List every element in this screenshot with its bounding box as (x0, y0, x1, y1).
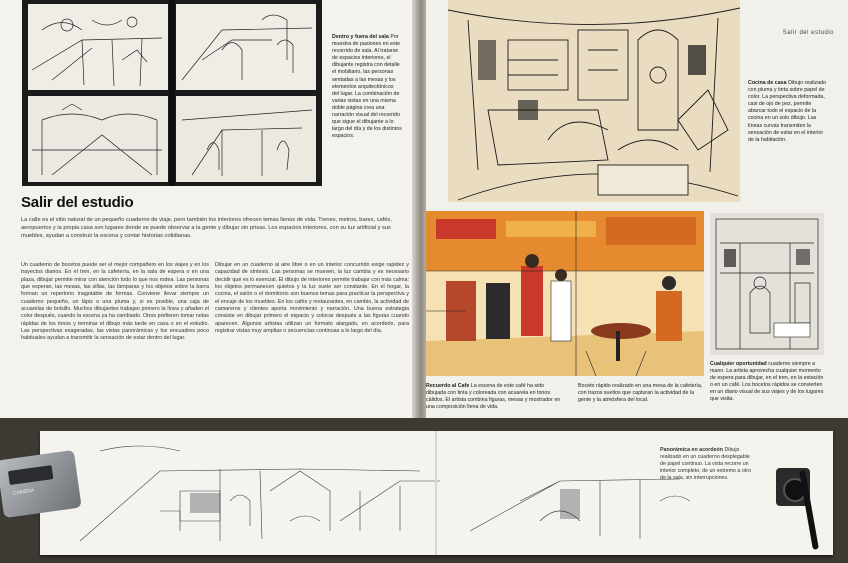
kitchen-sketch (448, 0, 740, 202)
caption-top (332, 34, 402, 140)
caption-kitchen-bold: Cocina de casa (748, 80, 787, 86)
caption-cafe-2 (578, 383, 706, 404)
body-column-1: Un cuaderno de bocetos puede ser el mejor compañero en los viajes y en los trayectos diarios. En el tren, en la cafetería, en la sala de espera o en una plaza, dibujar permite mirar con atención todo lo que nos rodea. Las personas que esperan, las mesas, las sillas, las lámparas y los objetos sobre la barra forman un repertorio inagotable de formas. Conviene llevar siempre un cuaderno pequeño, un lápiz o una pluma y, si es posible, una caja de acuarelas de bolsillo. Muchos dibujantes trabajan primero la línea y añaden el color después, cuando la escena ya ha cambiado. Otros prefieren tomar notas rápidas de los tonos y terminar el dibujo más tarde en casa o en el estudio. Las perspectivas exageradas, las vistas panorámicas y los encuadres poco habituales ayudan a transmitir la sensación de estar dentro del lugar. (21, 262, 209, 342)
body-column-2: Dibujar en un cuaderno al aire libre o en un interior concurrido exige rapidez y capacidad de síntesis. Las personas se mueven, la luz cambia y es necesario decidir qué es lo esencial. El dibujo de interiores permite trabajar con más calma: los objetos permanecen quietos y la luz suele ser constante. En el hogar, la cocina, el salón o el dormitorio son buenos temas para practicar la perspectiva y el encaje de los muebles. En los cafés y restaurantes, en cambio, la actividad de camareros y clientes aporta movimiento y narración. Una buena estrategia consiste en dibujar primero el espacio y colocar después a las figuras cuando aparecen. Algunos artistas utilizan un formato alargado, en acordeón, para registrar vistas muy amplias o secuencias continuas a lo largo del día. (215, 262, 409, 335)
caption-small-text: cuaderno siempre a mano. La artista aprovecha cualquier momento de espera para dibujar, en el tren, en la estación o en un café. Los bocetos rápidos se convierten en un diario visual de sus viajes y de los lugares que visita. (710, 361, 824, 403)
device-left (0, 450, 82, 518)
caption-small-bold: Cualquier oportunidad (710, 361, 767, 367)
left-page (0, 0, 418, 440)
interior-sketch-spread (22, 0, 322, 186)
caption-cafe-text: La escena de este café ha sido dibujada con tinta y coloreada con acuarela en tonos cálidos. El artista combina figuras, mesas y mostrador en una composición llena de vida. (426, 383, 561, 411)
caption-top-text: Por muestra de pasiones en este recorrido de sala. Al tratarse de espacios interiores, el dibujante registra con detalle el mobiliario, las personas sentadas a las mesas y los elementos arquitectónicos del lugar. La combinación de varias vistas en una misma doble página crea una narración visual del recorrido que sigue el dibujante a lo largo del día y de los distintos espacios. (332, 34, 402, 140)
small-market-sketch (710, 213, 824, 355)
running-head: Salir del estudio (782, 30, 834, 36)
caption-panorama-bold: Panorámica en acordeón (660, 447, 723, 453)
caption-cafe (426, 383, 562, 411)
right-page (426, 0, 848, 440)
page-title: Salir del estudio (21, 194, 134, 211)
caption-panorama-text: Dibujo realizado en un cuaderno desplegable de papel continuo. La vista recorre un interior completo, de un extremo a otro de la sala, sin interrupciones. (660, 447, 751, 482)
caption-cafe-2-text: Boceto rápido realizado en una mesa de la cafetería, con trazos sueltos que capturan la actividad de la gente y la atmósfera del local. (578, 383, 703, 404)
caption-kitchen (748, 80, 830, 144)
cafe-watercolor (426, 211, 704, 376)
caption-kitchen-text: Dibujo realizado con pluma y tinta sobre papel de color. La perspectiva deformada, casi de ojo de pez, permite abarcar todo el espacio de la cocina en un solo dibujo. Las líneas curvas transmiten la sensación de estar en el interior de la habitación. (748, 80, 827, 143)
caption-cafe-bold: Recuerdo al Cafe (426, 383, 470, 389)
caption-small (710, 361, 824, 404)
caption-top-bold: Dentro y fuera del sala (332, 34, 389, 40)
caption-panorama (660, 447, 756, 482)
intro-paragraph: La calle es el sitio natural de un pequeño cuaderno de viaje, pero también los interiores ofrecen temas llenos de vida. Trenes, metros, bares, cafés, aeropuertos y la propia casa son lugares donde se puede observar a la gente y dibujar sin prisas. Los espacios interiores, con su luz artificial y sus muebles, ayudan a construir la escena y contar historias cotidianas. (21, 217, 392, 239)
device-brand: CAMERA (12, 487, 35, 497)
